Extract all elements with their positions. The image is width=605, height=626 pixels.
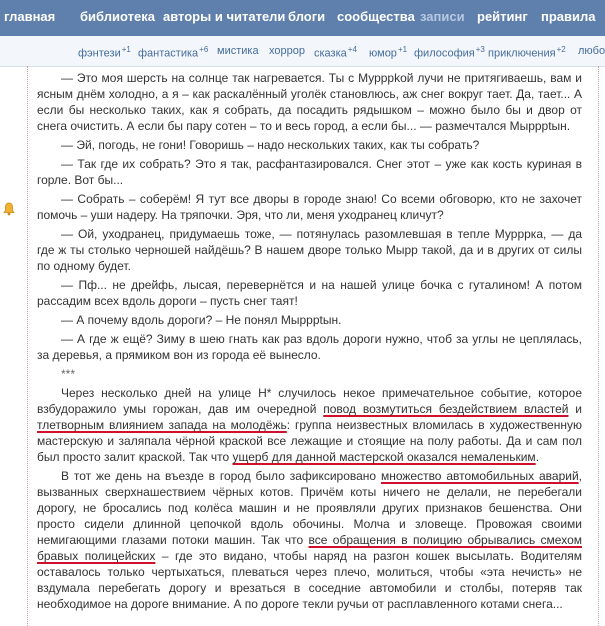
category-count: +2 <box>556 45 566 54</box>
nav-rating[interactable]: рейтинг <box>477 9 528 24</box>
category-count: +4 <box>347 45 357 54</box>
category-bar <box>0 36 605 67</box>
category-fantasy[interactable]: фэнтези$^{+1}$ <box>78 45 131 60</box>
underlined-phrase: множество автомобильных аварий <box>380 469 579 483</box>
underlined-phrase: все обращения в полицию обрывались смехом бравых полицейских <box>37 533 582 563</box>
category-count: +6 <box>199 45 209 54</box>
underlined-phrase: повод возмутиться бездействием властей <box>323 402 569 416</box>
story-paragraph: — А где ж ещё? Зиму в шею гнать как раз вдоль дороги нужно, чтоб за углы не цеплялась, за деревья, а прямиком вон из города её вынесло. <box>37 332 582 362</box>
underlined-phrase: тлетворным влиянием запада на молодёжь <box>37 418 287 432</box>
category-fairy-tale[interactable]: сказка$^{+4}$ <box>314 45 357 60</box>
story-paragraph: В тот же день на въезде в город было зафиксировано множество автомобильных аварий, вызванных сверхнашествием чёрных котов. Причём коты ничего не делали, не перебегали дорогу, не бросались под колёса машин и не проявляли других признаков бешенства. Они просто сидели длинной цепочкой вдоль обочины. Молча и зловеще. Провожая своими немигающими глазами потоки машин. Так что все обращения в полицию обрывались смехом бравых полицейских – где это видано, чтобы наряд на разгон кошек высылать. Водителям оставалось только чертыхаться, плеваться через плечо, молиться, чтобы «эта нечисть» не вздумала перебегать дорогу и врезаться в соседние автомобили и столбы, потеряв так необходимое на дороге внимание. А по дороге текли ручьи от расплавленного котами снега... <box>37 469 582 611</box>
story-text <box>37 70 582 615</box>
story-paragraph: — Ой, уходранец, придумаешь тоже, — потянулась разомлевшая в тепле Мурррка, — да где ж ты столько черношей найдёшь? В нашем дворе только Мырр такой, да и в других от силы по одному будет. <box>37 227 582 273</box>
nav-rules[interactable]: правила <box>541 9 596 24</box>
story-paragraph: — Так где их собрать? Это я так, расфантазировался. Снег этот – уже как кость куриная в горле. Вот бы... <box>37 157 582 187</box>
story-paragraph: — Это моя шерсть на солнце так нагревается. Ты с Мурррkой лучи не притягиваешь, вам и ясным днём холодно, а я – как раскалённый уголёк становлюсь, аж снег вокруг тает. Да, тает... А если бы несколько таких, как я собрать, да посадить рядышком – можно было бы и двор от снега очистить. А если бы пару сотен – то и весь город, а если бы... — размечтался Мырррtын. <box>37 71 582 133</box>
bell-icon[interactable] <box>3 202 15 216</box>
story-paragraph: Через несколько дней на улице Н* случилось некое примечательное событие, которое взбудоражило умы горожан, дав им очередной повод возмутиться бездействием властей и тлетворным влиянием запада на молодёжь: группа неизвестных вломилась в художественную мастерскую и заляпала чёрной краской все лежащие и стоящие на полу работы. Да и сам пол был просто залит краской. Так что ущерб для данной мастерской оказался немаленьким. <box>37 386 583 464</box>
nav-posts[interactable]: записи <box>420 9 465 24</box>
category-count: +1 <box>121 45 131 54</box>
category-philosophy[interactable]: философия$^{+3}$ <box>414 45 485 60</box>
story-paragraph: — Собрать – соберём! Я тут все дворы в городе знаю! Со всеми обговорю, кто не захочет помочь – уши надеру. На тряпочки. Эря, что ли, меня уходранец кличут? <box>37 192 582 222</box>
nav-home[interactable]: главная <box>4 9 56 24</box>
story-paragraph: — Эй, погодь, не гони! Говоришь – надо нескольких таких, как ты собрать? <box>61 138 480 152</box>
story-paragraph: — Пф... не дрейфь, лысая, перевернётся и на нашей улице бочка с гуталином! А потом рассадим всех вдоль дороги – пусть снег таят! <box>37 278 582 308</box>
nav-blogs[interactable]: блоги <box>288 9 326 24</box>
nav-communities[interactable]: сообщества <box>337 9 415 24</box>
nav-library[interactable]: библиотека <box>80 9 155 24</box>
story-paragraph: — А почему вдоль дороги? – Не понял Мырррtын. <box>61 313 342 327</box>
category-count: +3 <box>475 45 485 54</box>
category-humor[interactable]: юмор$^{+1}$ <box>369 45 408 60</box>
category-horror[interactable]: хоррор <box>269 45 305 57</box>
section-divider: *** <box>61 367 76 381</box>
category-count: +1 <box>397 45 408 54</box>
underlined-phrase: ущерб для данной мастерской оказался немаленьким <box>232 450 536 464</box>
category-adventure[interactable]: приключения$^{+2}$ <box>488 45 566 60</box>
nav-authors-readers[interactable]: авторы и читатели <box>163 9 286 24</box>
category-love[interactable]: любо <box>578 45 605 57</box>
category-sci-fi[interactable]: фантастика$^{+6}$ <box>138 45 209 60</box>
category-mystic[interactable]: мистика <box>217 45 259 57</box>
top-navigation <box>0 0 605 36</box>
